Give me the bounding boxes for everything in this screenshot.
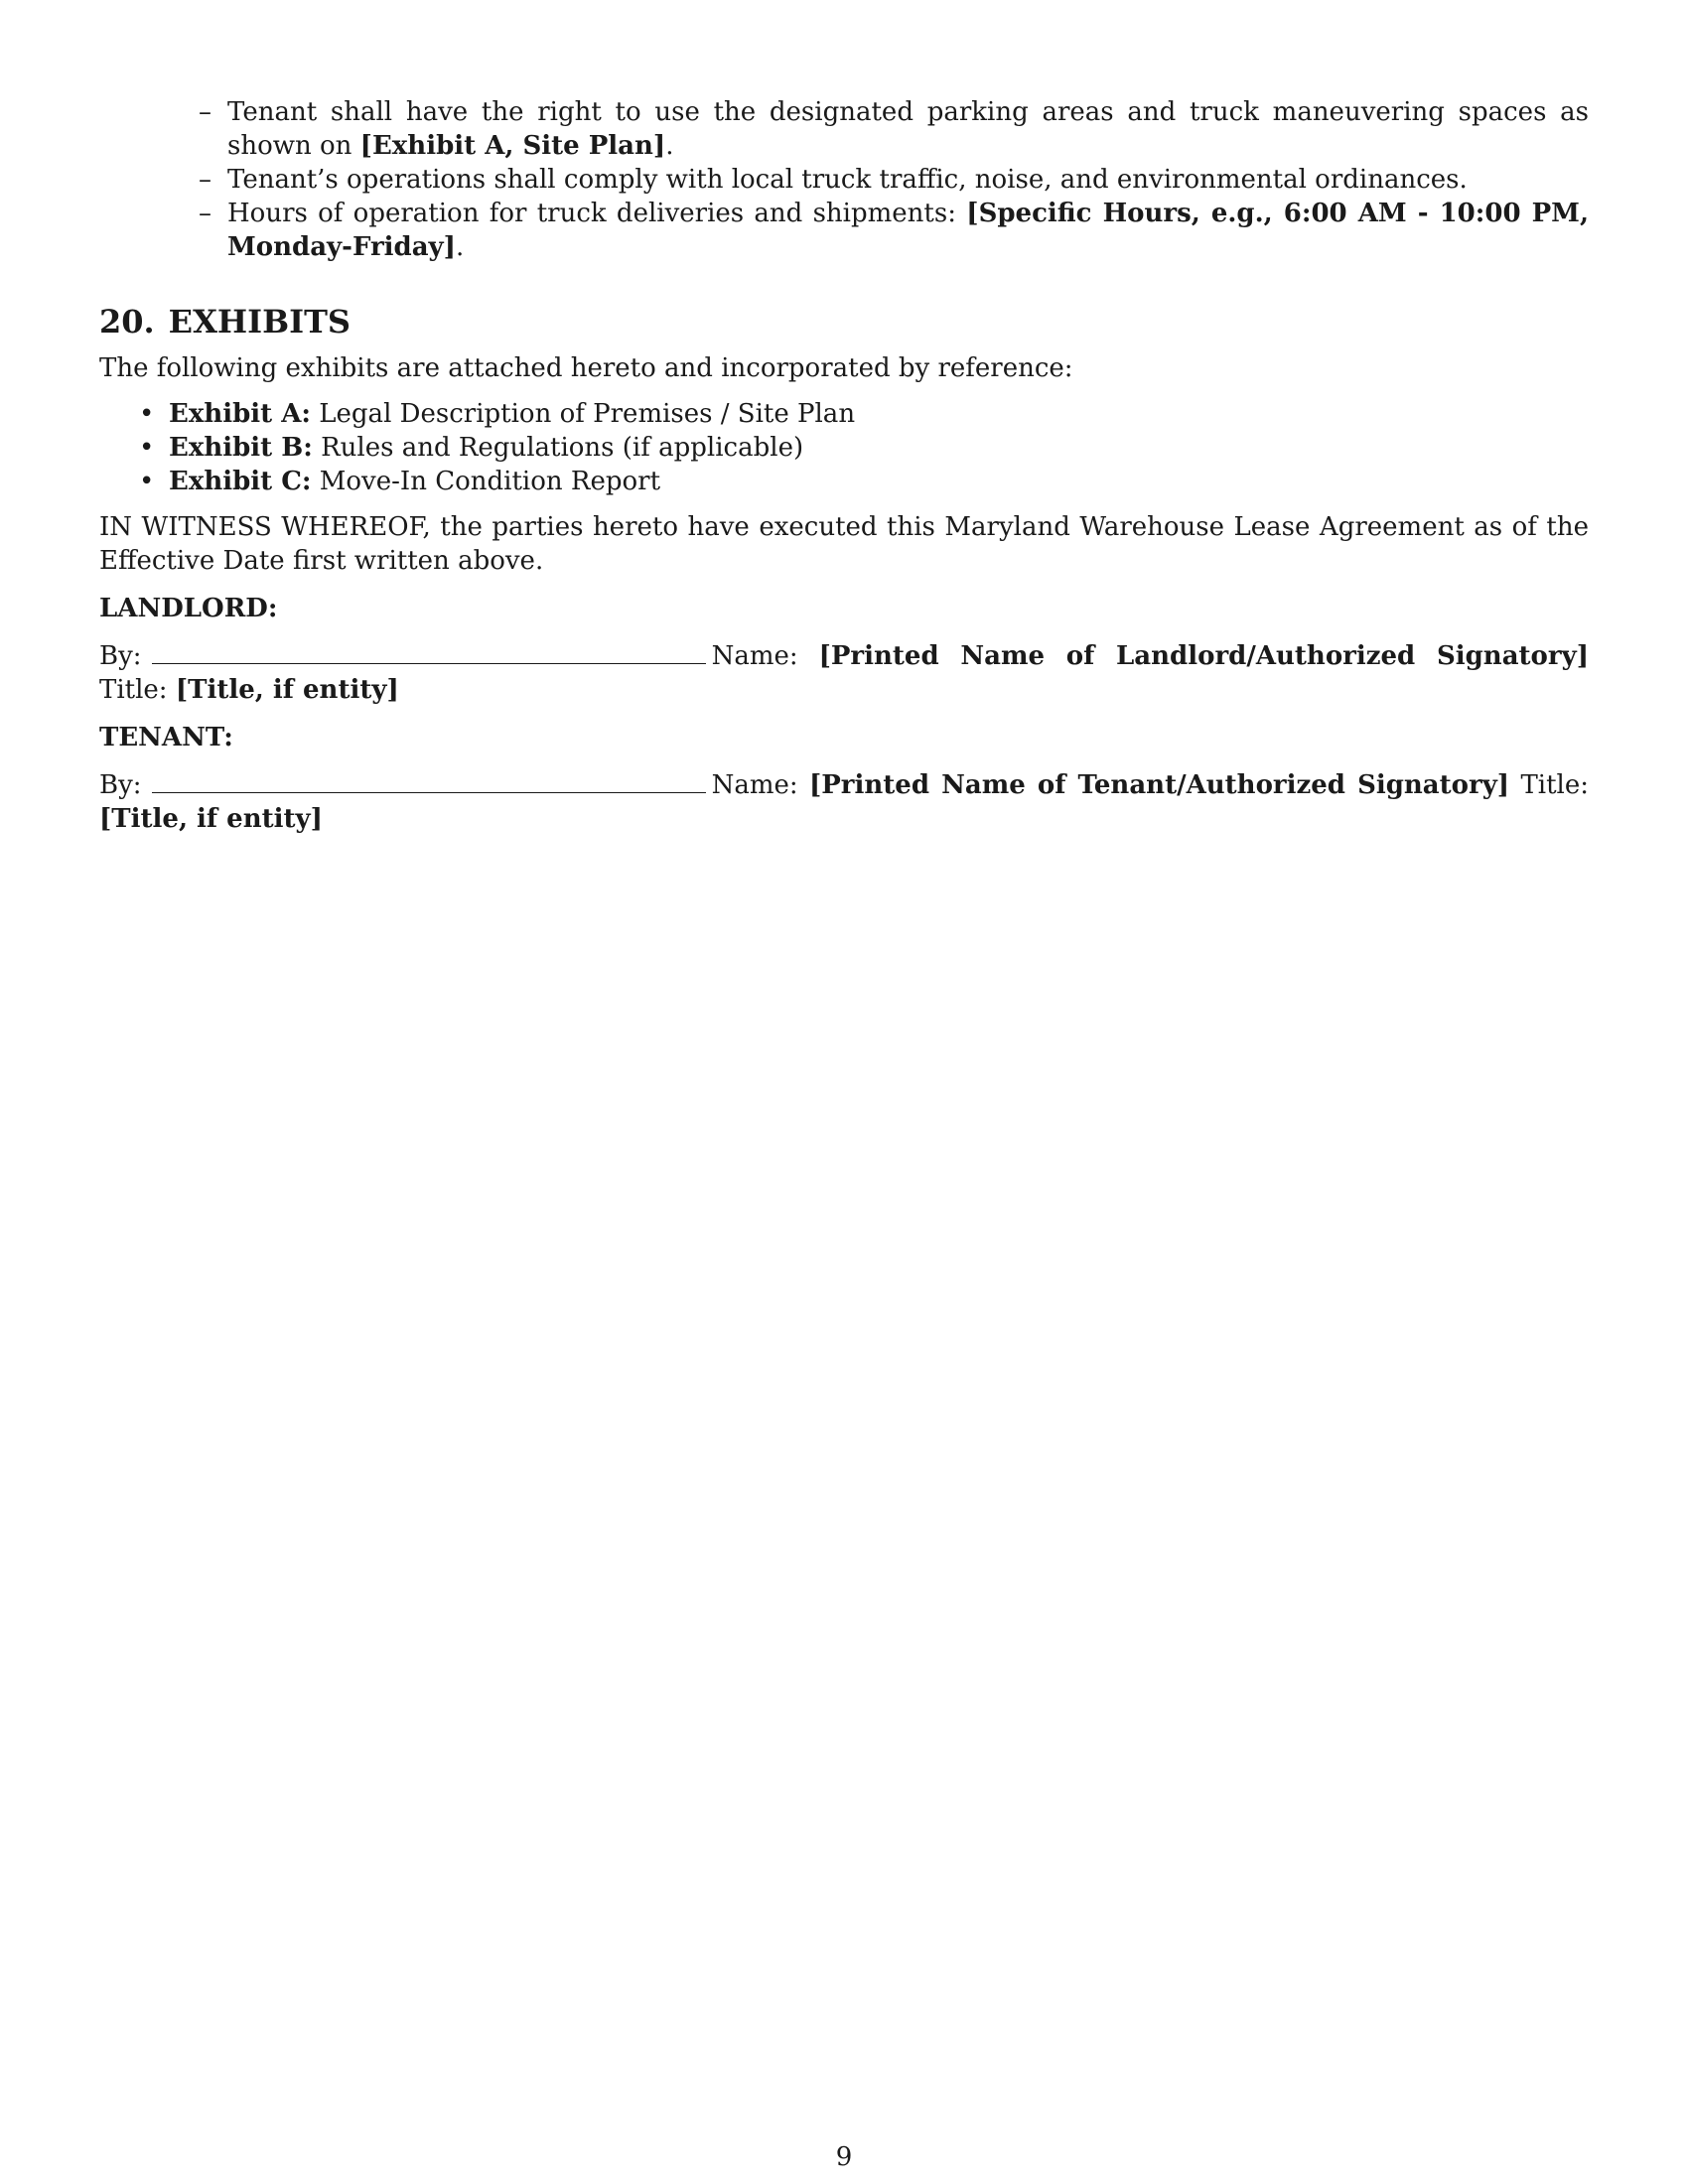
item-text: Tenant shall have the right to use the designated parking areas and truck maneuvering spaces as shown on — [227, 97, 1589, 161]
section-title: EXHIBITS — [168, 303, 352, 341]
by-label: By: — [99, 770, 142, 800]
tenant-name-placeholder: [Printed Name of Tenant/Authorized Signatory] — [808, 770, 1510, 800]
exhibit-description: Move-In Condition Report — [319, 467, 661, 496]
title-label: Title: — [1520, 770, 1590, 800]
list-item — [139, 397, 1589, 431]
name-label: Name: — [711, 770, 798, 800]
bullet-marker: • — [139, 467, 155, 496]
exhibit-description: Legal Description of Premises / Site Plan — [319, 399, 856, 429]
document-page — [99, 95, 1589, 850]
tenant-heading: TENANT: — [99, 723, 233, 752]
item-text: Hours of operation for truck deliveries and shipments: — [227, 199, 967, 228]
exhibit-label: Exhibit C: — [169, 467, 312, 496]
tenant-signature-line[interactable] — [152, 770, 706, 793]
section-number: 20. — [99, 303, 155, 341]
bullet-marker: • — [139, 433, 155, 463]
list-item — [199, 95, 1589, 163]
landlord-title-placeholder: [Title, if entity] — [175, 675, 399, 705]
name-label: Name: — [711, 641, 798, 671]
by-label: By: — [99, 641, 142, 671]
exhibit-label: Exhibit B: — [169, 433, 313, 463]
item-placeholder: [Specific Hours, e.g., 6:00 AM - 10:00 PM, Monday-Friday] — [227, 199, 1590, 262]
item-text-end: . — [455, 232, 465, 262]
dash-marker: – — [199, 97, 211, 127]
dash-marker: – — [199, 199, 211, 228]
dash-marker: – — [199, 165, 211, 195]
tenant-title-placeholder: [Title, if entity] — [99, 804, 323, 834]
exhibit-description: Rules and Regulations (if applicable) — [321, 433, 804, 463]
item-placeholder: [Exhibit A, Site Plan] — [359, 131, 666, 161]
list-item — [139, 431, 1589, 465]
list-item — [199, 163, 1589, 197]
tenant-signature-block — [99, 768, 1589, 836]
truck-access-sublist — [99, 95, 1589, 264]
title-label: Title: — [99, 675, 168, 705]
item-text: Tenant’s operations shall comply with local truck traffic, noise, and environmental ordinances. — [227, 165, 1468, 195]
landlord-heading: LANDLORD: — [99, 594, 278, 623]
page-number: 9 — [835, 2142, 853, 2172]
landlord-signature-line[interactable] — [152, 641, 706, 664]
bullet-marker: • — [139, 399, 155, 429]
exhibits-list — [99, 397, 1589, 498]
landlord-signature-block — [99, 639, 1589, 707]
exhibit-label: Exhibit A: — [169, 399, 311, 429]
item-text-end: . — [665, 131, 674, 161]
list-item — [139, 465, 1589, 498]
landlord-name-placeholder: [Printed Name of Landlord/Authorized Signatory] — [818, 641, 1590, 671]
exhibits-intro: The following exhibits are attached hereto and incorporated by reference: — [99, 353, 1073, 383]
list-item — [199, 197, 1589, 264]
section-heading — [99, 302, 1589, 341]
witness-clause: IN WITNESS WHEREOF, the parties hereto have executed this Maryland Warehouse Lease Agreement as of the Effective Date first written above. — [99, 512, 1589, 576]
